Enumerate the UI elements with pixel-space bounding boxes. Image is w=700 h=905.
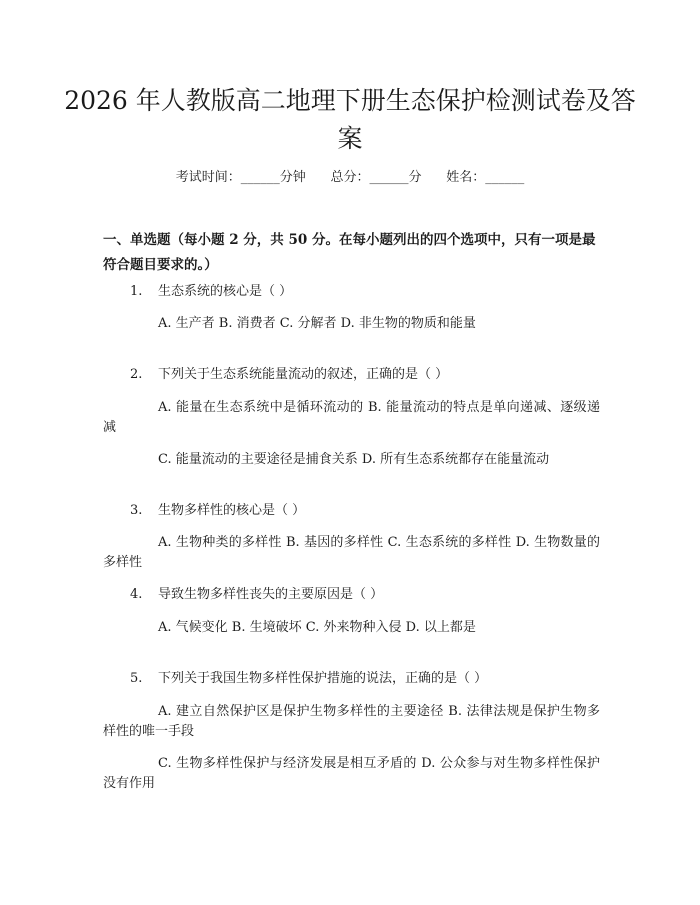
question-3 [130,501,305,521]
question-4-options: A. 气候变化 B. 生境破坏 C. 外来物种入侵 D. 以上都是 [158,620,476,635]
question-1 [130,282,292,302]
question-3-options: A. 生物种类的多样性 B. 基因的多样性 C. 生态系统的多样性 D. 生物数量的多样性 [103,535,600,570]
question-stem: 生物多样性的核心是（ ） [158,503,306,518]
exam-title: 2026 年人教版高二地理下册生态保护检测试卷及答案 [64,86,636,153]
question-1-options: A. 生产者 B. 消费者 C. 分解者 D. 非生物的物质和能量 [158,316,476,331]
question-5-options-cd: C. 生物多样性保护与经济发展是相互矛盾的 D. 公众参与对生物多样性保护没有作用 [103,756,600,791]
question-number: 2. [130,367,143,382]
question-2-options-ab: A. 能量在生态系统中是循环流动的 B. 能量流动的特点是单向递减、逐级递减 [103,400,600,435]
question-number: 1. [130,284,143,299]
question-5 [130,669,487,689]
section-heading: 一、单选题（每小题 2 分，共 50 分。在每小题列出的四个选项中，只有一项是最符合题目要求的。） [103,232,596,273]
question-2 [130,365,448,385]
question-stem: 导致生物多样性丧失的主要原因是（ ） [158,587,384,602]
question-number: 5. [130,671,143,686]
question-5-options-ab: A. 建立自然保护区是保护生物多样性的主要途径 B. 法律法规是保护生物多样性的唯一手段 [103,704,600,739]
exam-meta-line: 考试时间：______分钟 总分：______分 姓名：______ [175,170,525,185]
question-number: 3. [130,503,143,518]
question-4 [130,585,383,605]
question-stem: 下列关于我国生物多样性保护措施的说法，正确的是（ ） [158,671,488,686]
question-number: 4. [130,587,143,602]
question-2-options-cd: C. 能量流动的主要途径是捕食关系 D. 所有生态系统都存在能量流动 [158,452,550,467]
question-stem: 下列关于生态系统能量流动的叙述，正确的是（ ） [158,367,449,382]
question-stem: 生态系统的核心是（ ） [158,284,293,299]
